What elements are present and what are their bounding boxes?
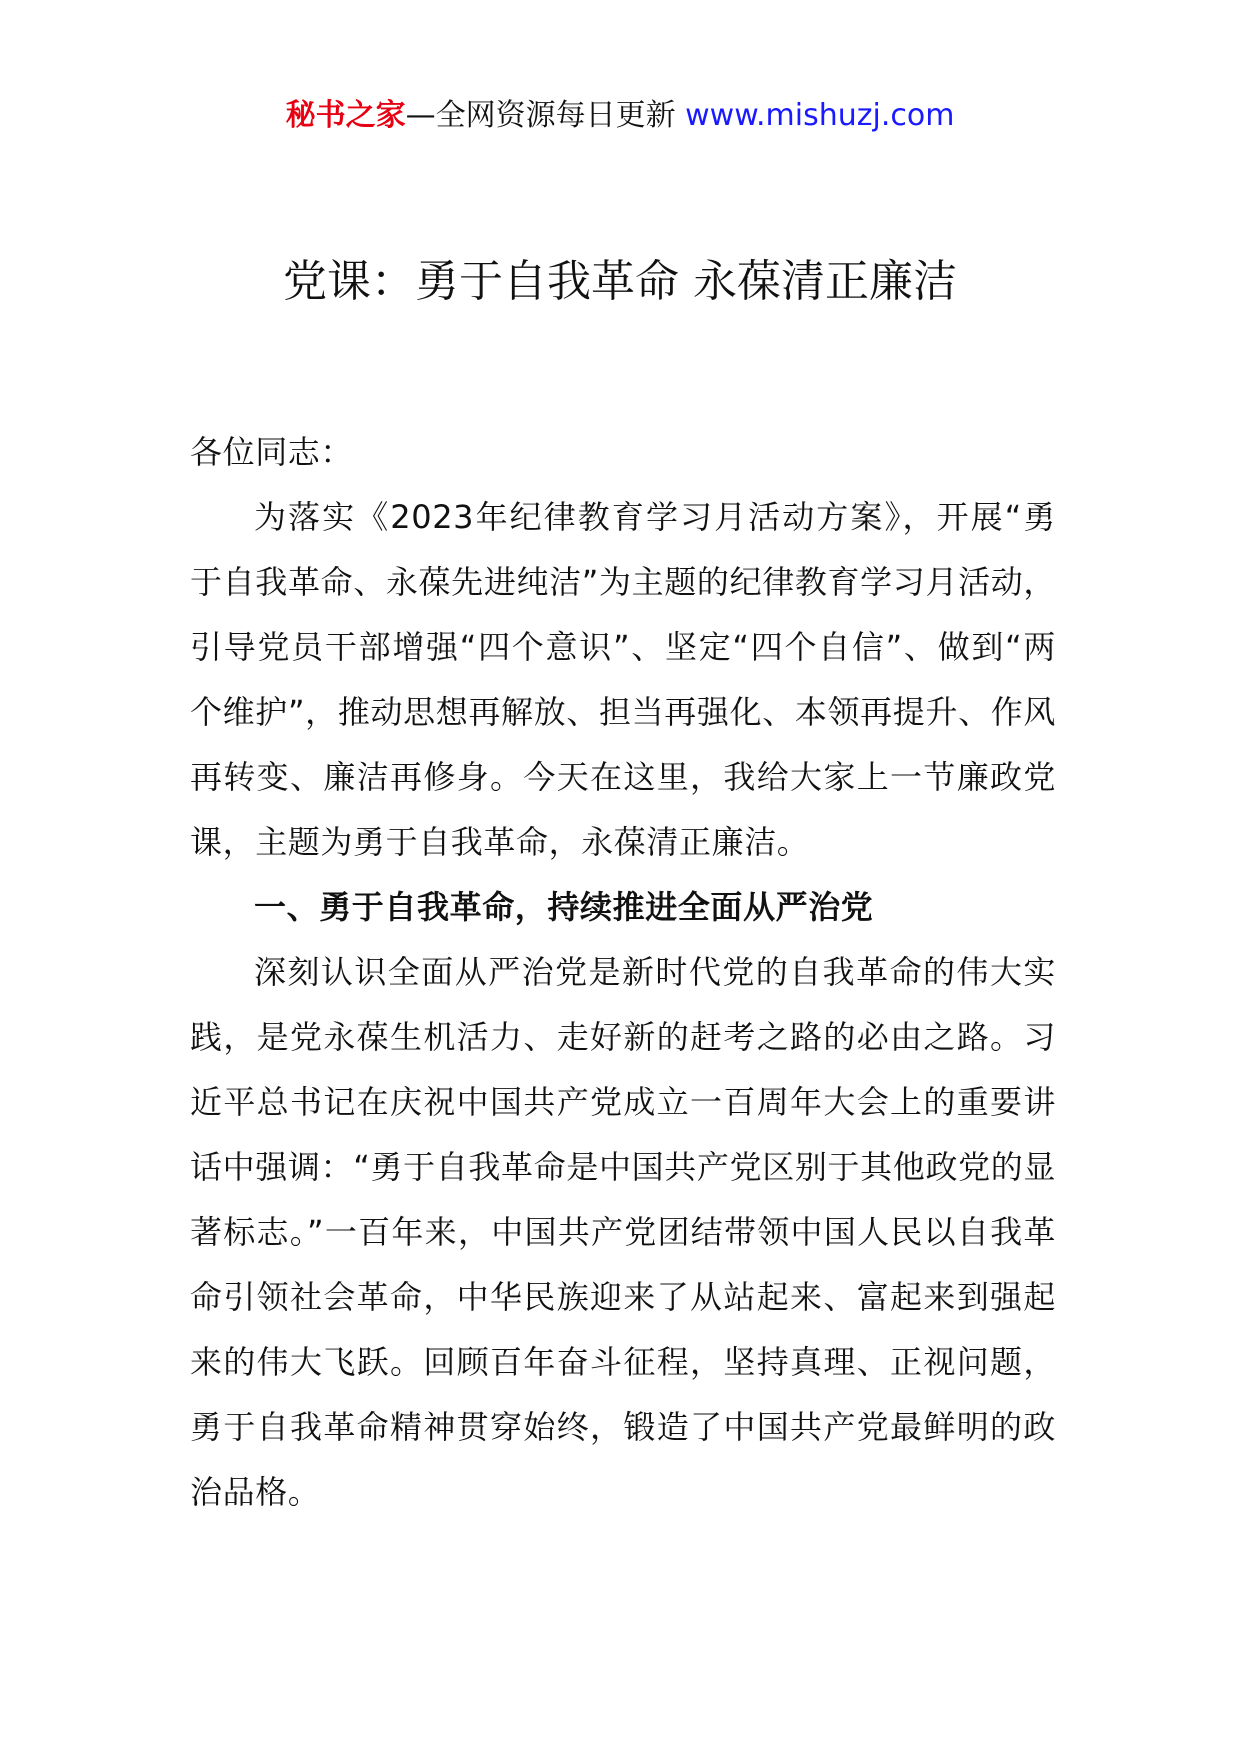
salutation: 各位同志： (190, 433, 354, 471)
paragraph-section-1: 深刻认识全面从严治党是新时代党的自我革命的伟大实践，是党永葆生机活力、走好新的赶考之路的必由之路。习近平总书记在庆祝中国共产党成立一百周年大会上的重要讲话中强调：“勇于自我革命是中国共产党区别于其他政党的显著标志。”一百年来，中国共产党团结带领中国人民以自我革命引领社会革命，中华民族迎来了从站起来、富起来到强起来的伟大飞跃。回顾百年奋斗征程，坚持真理、正视问题，勇于自我革命精神贯穿始终，锻造了中国共产党最鲜明的政治品格。 (190, 953, 1056, 1511)
site-header (0, 96, 1240, 136)
site-url-link[interactable]: www.mishuzj.com (685, 98, 955, 133)
brand-name: 秘书之家 (285, 98, 406, 133)
document-body (190, 420, 1056, 1525)
header-tagline: —全网资源每日更新 (405, 98, 686, 133)
section-heading-1: 一、勇于自我革命，持续推进全面从严治党 (254, 888, 874, 926)
document-title: 党课：勇于自我革命 永葆清正廉洁 (283, 256, 957, 307)
paragraph-intro: 为落实《2023年纪律教育学习月活动方案》，开展“勇于自我革命、永葆先进纯洁”为主题的纪律教育学习月活动，引导党员干部增强“四个意识”、坚定“四个自信”、做到“两个维护”，推动思想再解放、担当再强化、本领再提升、作风再转变、廉洁再修身。今天在这里，我给大家上一节廉政党课，主题为勇于自我革命，永葆清正廉洁。 (190, 498, 1056, 861)
